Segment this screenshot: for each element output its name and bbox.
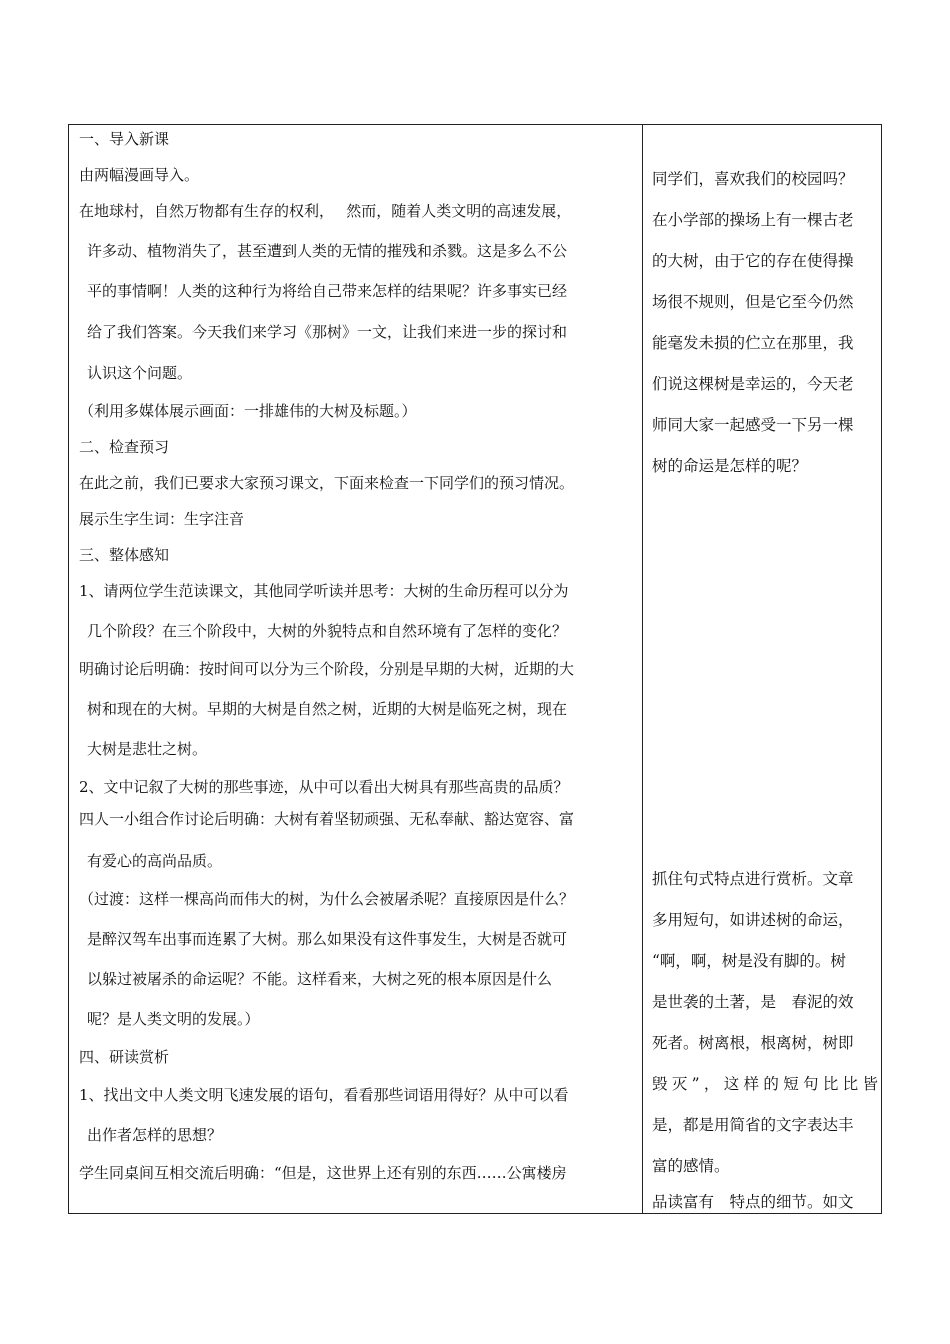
transition-line: 是醉汉驾车出事而连累了大树。那么如果没有这件事发生，大树是否就可 [87, 930, 568, 948]
note-line: 在小学部的操场上有一棵古老 [652, 211, 854, 229]
note-line: 同学们，喜欢我们的校园吗？ [652, 170, 854, 188]
paragraph-line: 平的事情啊！人类的这种行为将给自己带来怎样的结果呢？许多事实已经 [87, 282, 568, 300]
question-line: 出作者怎样的思想？ [87, 1126, 223, 1144]
note-line: 们说这棵树是幸运的，今天老 [652, 375, 854, 393]
section-heading-overview: 三、整体感知 [79, 546, 170, 564]
answer-line: 有爱心的高尚品质。 [87, 852, 223, 870]
note-line: 品读富有 特点的细节。如文 [652, 1193, 854, 1211]
question-line: 1、请两位学生范读课文，其他同学听读并思考：大树的生命历程可以分为 [79, 582, 569, 600]
question-line: 几个阶段？在三个阶段中，大树的外貌特点和自然环境有了怎样的变化？ [87, 622, 568, 640]
note-line: 师同大家一起感受一下另一棵 [652, 416, 854, 434]
answer-line: 学生同桌间互相交流后明确：“但是，这世界上还有别的东西……公寓楼房 [79, 1164, 567, 1182]
note-line: 是，都是用简省的文字表达丰 [652, 1116, 854, 1134]
paragraph-line: 许多动、植物消失了，甚至遭到人类的无情的摧残和杀戮。这是多么不公 [87, 242, 568, 260]
answer-line: 树和现在的大树。早期的大树是自然之树，近期的大树是临死之树，现在 [87, 700, 568, 718]
paragraph-line: 在地球村，自然万物都有生存的权利， 然而，随着人类文明的高速发展， [79, 202, 572, 220]
note-line: 场很不规则，但是它至今仍然 [652, 293, 854, 311]
section-heading-analysis: 四、研读赏析 [79, 1048, 170, 1066]
section-heading-intro: 一、导入新课 [79, 130, 170, 148]
transition-line: 以躲过被屠杀的命运呢？不能。这样看来，大树之死的根本原因是什么 [87, 970, 553, 988]
transition-line: （过渡：这样一棵高尚而伟大的树，为什么会被屠杀呢？直接原因是什么？ [79, 890, 575, 908]
note-line: 的大树，由于它的存在使得操 [652, 252, 854, 270]
answer-line: 明确讨论后明确：按时间可以分为三个阶段，分别是早期的大树，近期的大 [79, 660, 575, 678]
paragraph: 展示生字生词：生字注音 [79, 510, 245, 528]
question-line: 1、找出文中人类文明飞速发展的语句，看看那些词语用得好？从中可以看 [79, 1086, 569, 1104]
paragraph-line: 认识这个问题。 [87, 364, 193, 382]
note-line: 能毫发未损的伫立在那里，我 [652, 334, 854, 352]
answer-line: 大树是悲壮之树。 [87, 740, 208, 758]
note-line: 是世袭的土著，是 春泥的效 [652, 993, 854, 1011]
note-line: 树的命运是怎样的呢？ [652, 457, 808, 475]
transition-line: 呢？是人类文明的发展。） [87, 1010, 260, 1028]
paragraph-line: 给了我们答案。今天我们来学习《那树》一文，让我们来进一步的探讨和 [87, 323, 568, 341]
note-line: 死者。树离根，根离树，树即 [652, 1034, 854, 1052]
note-line: 毁灭”，这样的短句比比皆 [652, 1075, 878, 1093]
paragraph-note: （利用多媒体展示画面：一排雄伟的大树及标题。） [79, 402, 417, 420]
question-line: 2、文中记叙了大树的那些事迹，从中可以看出大树具有那些高贵的品质？ [79, 778, 569, 796]
note-line: 富的感情。 [652, 1157, 730, 1175]
section-heading-preview: 二、检查预习 [79, 438, 170, 456]
column-divider [642, 125, 643, 1213]
note-line: 多用短句，如讲述树的命运， [652, 911, 854, 929]
lesson-plan-table [68, 124, 882, 1214]
note-line: 抓住句式特点进行赏析。文章 [652, 870, 854, 888]
note-line: “啊，啊，树是没有脚的。树 [652, 952, 846, 970]
paragraph: 由两幅漫画导入。 [79, 166, 200, 184]
paragraph: 在此之前，我们已要求大家预习课文，下面来检查一下同学们的预习情况。 [79, 474, 575, 492]
answer-line: 四人一小组合作讨论后明确：大树有着坚韧顽强、无私奉献、豁达宽容、富 [79, 810, 575, 828]
